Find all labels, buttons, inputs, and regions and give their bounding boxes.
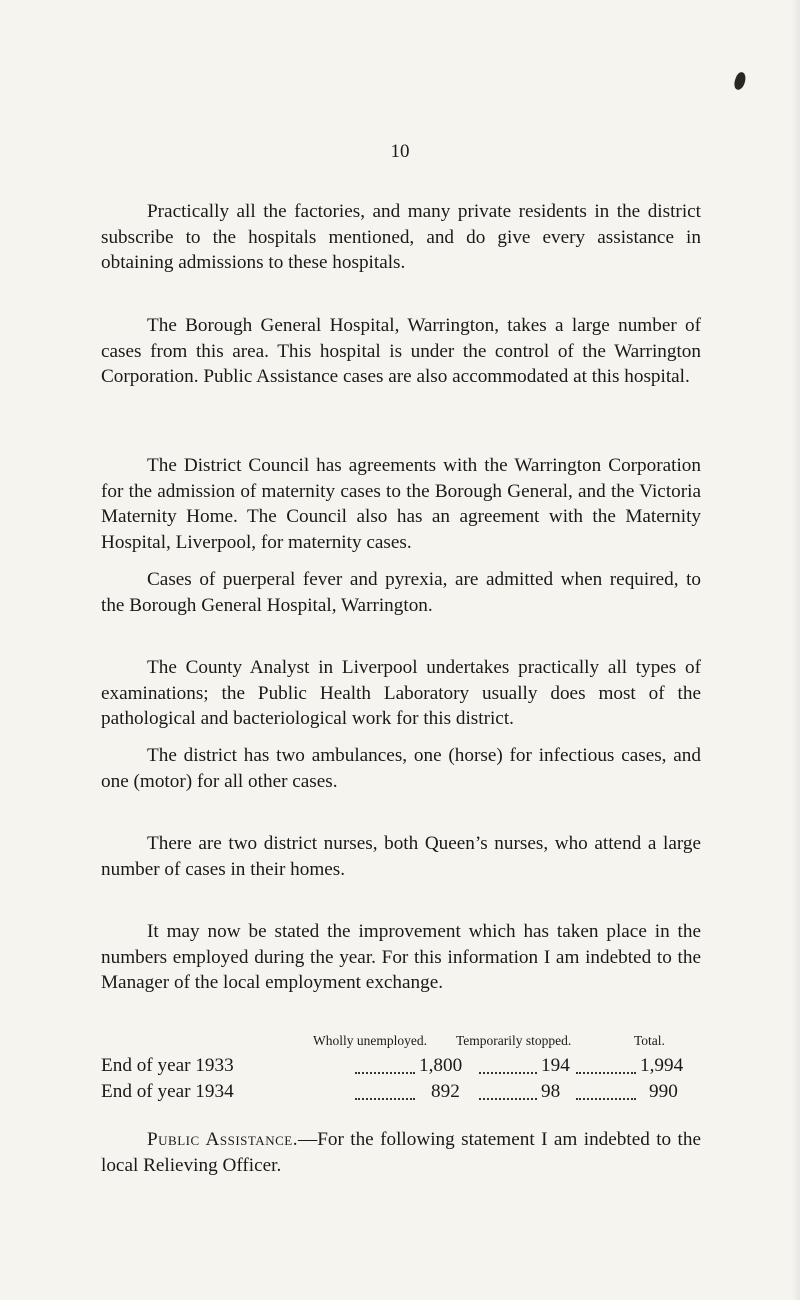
paragraph-district-nurses: There are two district nurses, both Queen’s nurses, who attend a large number of cases in their homes. (101, 833, 701, 880)
paragraph-borough-general-hospital: The Borough General Hospital, Warrington, takes a large number of cases from this area. This hospital is under the control of the Warrington Corporation. Public Assistance cases are also accommodated at this hospital. (101, 315, 701, 387)
dot-leader (576, 1070, 636, 1074)
public-assistance-text: —For the following statement I am indebted to the local Relieving Officer. (101, 1129, 701, 1176)
paragraph-employment-improvement: It may now be stated the improvement which has taken place in the numbers employed during the year. For this information I am indebted to the Manager of the local employment exchange. (101, 921, 701, 993)
temporarily-stopped-value: 194 (541, 1055, 570, 1076)
dot-leader (576, 1096, 636, 1100)
row-label: End of year 1934 (101, 1081, 234, 1102)
table-row (0, 1055, 800, 1081)
dot-leader (355, 1070, 415, 1074)
wholly-unemployed-value: 892 (431, 1081, 460, 1102)
public-assistance-heading: Public Assistance. (147, 1129, 298, 1150)
temporarily-stopped-value: 98 (541, 1081, 561, 1102)
page-number: 10 (390, 141, 410, 162)
paragraph-ambulances: The district has two ambulances, one (horse) for infectious cases, and one (motor) for all other cases. (101, 745, 701, 792)
ink-blot (732, 71, 747, 91)
total-value: 990 (649, 1081, 678, 1102)
paragraph-hospital-subscriptions: Practically all the factories, and many private residents in the district subscribe to the hospitals mentioned, and do give every assistance in obtaining admissions to these hospitals. (101, 201, 701, 273)
paragraph-county-analyst: The County Analyst in Liverpool undertakes practically all types of examinations; the Public Health Laboratory usually does most of the pathological and bacteriological work for this district. (101, 657, 701, 729)
paragraph-puerperal-fever: Cases of puerperal fever and pyrexia, are admitted when required, to the Borough General Hospital, Warrington. (101, 569, 701, 616)
total-value: 1,994 (640, 1055, 684, 1076)
table-row (0, 1081, 800, 1107)
dot-leader (355, 1096, 415, 1100)
dot-leader (479, 1096, 537, 1100)
header-total: Total. (634, 1033, 665, 1048)
dot-leader (479, 1070, 537, 1074)
paragraph-maternity-agreements: The District Council has agreements with the Warrington Corporation for the admission of maternity cases to the Borough General, and the Victoria Maternity Home. The Council also has an agreement with the Maternity Hospital, Liverpool, for maternity cases. (101, 455, 701, 553)
header-wholly-unemployed: Wholly unemployed. (313, 1033, 427, 1048)
paragraph-public-assistance (101, 1127, 701, 1178)
wholly-unemployed-value: 1,800 (419, 1055, 463, 1076)
header-temporarily-stopped: Temporarily stopped. (456, 1033, 572, 1048)
row-label: End of year 1933 (101, 1055, 234, 1076)
